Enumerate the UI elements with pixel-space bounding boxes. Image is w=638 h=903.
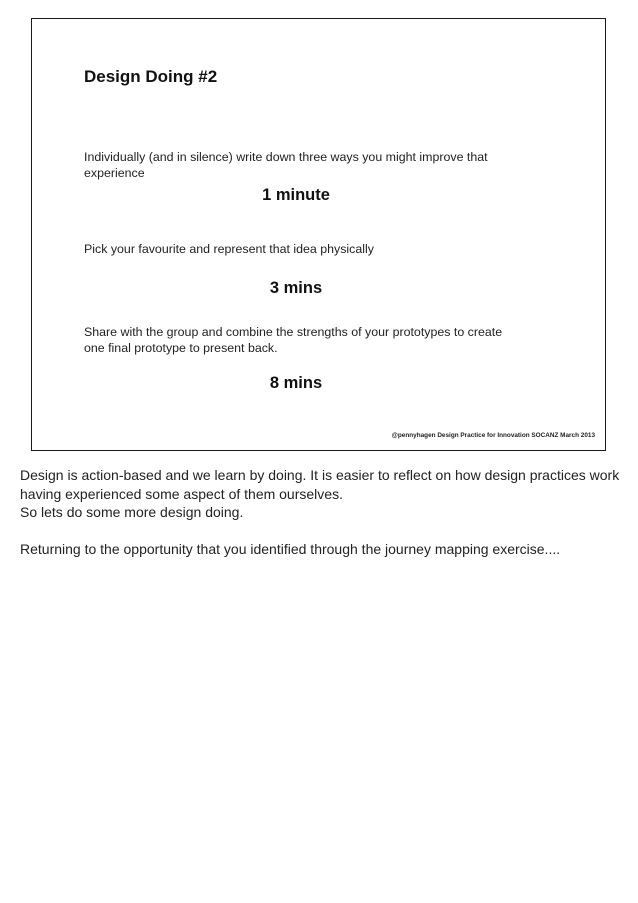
slide-title: Design Doing #2 (84, 67, 218, 86)
notes-line-3: Returning to the opportunity that you identified through the journey mapping exercise.... (20, 541, 561, 557)
step-3-duration: 8 mins (269, 374, 323, 392)
step-2-instruction: Pick your favourite and represent that idea physically (84, 242, 374, 256)
slide-frame (31, 18, 606, 451)
notes-line-2: So lets do some more design doing. (20, 504, 244, 520)
step-2-duration: 3 mins (269, 279, 323, 297)
step-1-instruction: Individually (and in silence) write down three ways you might improve that experience (84, 150, 488, 180)
slide-credit: @pennyhagen Design Practice for Innovation SOCANZ March 2013 (391, 432, 595, 439)
speaker-notes (20, 466, 632, 559)
step-3-instruction: Share with the group and combine the strengths of your prototypes to create one final prototype to present back. (84, 325, 503, 355)
step-1-duration: 1 minute (262, 186, 330, 204)
notes-spacer (20, 522, 632, 541)
notes-line-1: Design is action-based and we learn by doing. It is easier to reflect on how design practices work having experienced some aspect of them ourselves. (20, 467, 620, 502)
